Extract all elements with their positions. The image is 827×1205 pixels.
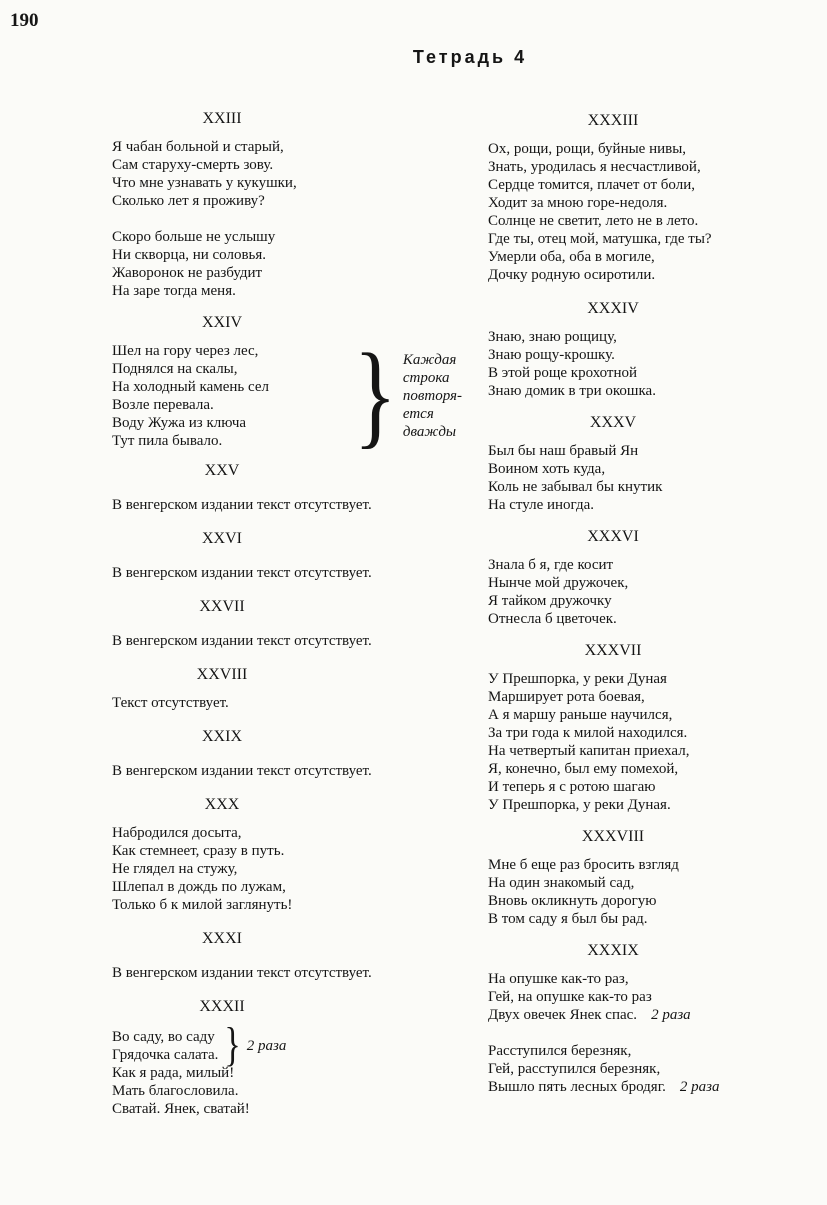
repeat-group — [112, 331, 462, 460]
section-xxix — [112, 728, 462, 780]
section-heading: XXXVII — [584, 642, 642, 659]
verse-line: За три года к милой находился. — [488, 725, 688, 741]
stanza — [488, 1042, 808, 1096]
verse-line: Скоро больше не услышу — [112, 229, 276, 245]
stanza — [488, 556, 808, 628]
section-heading: XXXVI — [587, 528, 639, 545]
verse-line: Знала б я, где косит — [488, 557, 614, 573]
verse-line: Гей, расступился березняк, — [488, 1061, 661, 1077]
verse-line: Я, конечно, был ему помехой, — [488, 761, 679, 777]
section-xxxi — [112, 930, 462, 982]
repeat-note: 2 раза — [246, 1038, 287, 1054]
stanza — [112, 824, 462, 914]
verse-line: Я чабан больной и старый, — [112, 139, 284, 155]
section-heading: XXX — [204, 796, 240, 813]
verse-line: Грядочка салата. — [112, 1047, 219, 1063]
stanza — [112, 1064, 462, 1118]
verse-line: Сколько лет я проживу? — [112, 193, 265, 209]
verse-line: Мать благословила. — [112, 1083, 239, 1099]
verse-line: Дочку родную осиротили. — [488, 267, 656, 283]
verse-line: В этой роще крохотной — [488, 365, 638, 381]
section-heading: XXIII — [202, 110, 242, 127]
verse-line: Солнце не светит, лето не в лето. — [488, 213, 699, 229]
verse-line: Что мне узнавать у кукушки, — [112, 175, 297, 191]
verse-line: Знаю, знаю рощицу, — [488, 329, 617, 345]
section-heading: XXVII — [199, 598, 245, 615]
side-note-line: дважды — [402, 424, 457, 440]
verse-text: Вышло пять лесных бродяг. — [488, 1079, 666, 1095]
verse-line: Расступился березняк, — [488, 1043, 632, 1059]
stanza — [488, 442, 808, 514]
repeat-group — [112, 1019, 462, 1072]
verse-line: У Прешпорка, у реки Дуная — [488, 671, 667, 687]
section-heading: XXVIII — [196, 666, 248, 683]
side-note-line: повторя- — [402, 388, 462, 404]
verse-line: На один знакомый сад, — [488, 875, 635, 891]
verse-line: В том саду я был бы рад. — [488, 911, 648, 927]
absence-note: Текст отсутствует. — [112, 695, 229, 711]
verse-line: Знаю рощу-крошку. — [488, 347, 615, 363]
verse-line: Коль не забывал бы кнутик — [488, 479, 663, 495]
section-heading: XXXIII — [587, 112, 639, 129]
repeat-note: 2 раза — [679, 1079, 720, 1095]
verse-line — [488, 1006, 808, 1024]
section-xxxv — [488, 414, 808, 514]
section-heading: XXXIX — [587, 942, 639, 959]
verse-line: Воином хоть куда, — [488, 461, 606, 477]
verse-line: Гей, на опушке как-то раз — [488, 989, 652, 1005]
section-xxviii — [112, 666, 462, 712]
verse-line: Ходит за мною горе-недоля. — [488, 195, 668, 211]
verse-line: Как я рада, милый! — [112, 1065, 235, 1081]
section-heading: XXIV — [202, 314, 242, 331]
verse-line: У Прешпорка, у реки Дуная. — [488, 797, 671, 813]
section-heading: XXV — [204, 462, 240, 479]
verse-line: Во саду, во саду — [112, 1029, 215, 1045]
section-xxxvii — [488, 642, 808, 814]
verse-line: Поднялся на скалы, — [112, 361, 238, 377]
absence-note: В венгерском издании текст отсутствует. — [112, 633, 372, 649]
verse-line — [488, 1078, 808, 1096]
verse-line: Мне б еще раз бросить взгляд — [488, 857, 679, 873]
section-xxiv — [112, 314, 462, 460]
verse-line: Воду Жужа из ключа — [112, 415, 247, 431]
stanza — [488, 328, 808, 400]
verse-line: Сам старуху-смерть зову. — [112, 157, 274, 173]
verse-line: Возле перевала. — [112, 397, 214, 413]
verse-line: Знать, уродилась я несчастливой, — [488, 159, 701, 175]
section-xxv — [112, 462, 462, 514]
stanza — [488, 140, 808, 284]
verse-line: И теперь я с ротою шагаю — [488, 779, 656, 795]
stanza — [488, 670, 808, 814]
stanza — [112, 228, 462, 300]
verse-line: Я тайком дружочку — [488, 593, 612, 609]
verse-line: Ох, рощи, рощи, буйные нивы, — [488, 141, 687, 157]
verse-text: Двух овечек Янек спас. — [488, 1007, 638, 1023]
side-note-line: ется — [402, 406, 434, 422]
verse-line: На холодный камень сел — [112, 379, 270, 395]
verse-line: На четвертый капитан приехал, — [488, 743, 690, 759]
stanza — [112, 342, 346, 450]
section-heading: XXVI — [202, 530, 242, 547]
verse-line: А я маршу раньше научился, — [488, 707, 673, 723]
section-heading: XXXIV — [587, 300, 639, 317]
verse-line: На стуле иногда. — [488, 497, 594, 513]
absence-note: В венгерском издании текст отсутствует. — [112, 565, 372, 581]
verse-line: На заре тогда меня. — [112, 283, 236, 299]
stanza — [488, 970, 808, 1024]
verse-line: Шел на гору через лес, — [112, 343, 259, 359]
verse-line: Сватай. Янек, сватай! — [112, 1101, 250, 1117]
verse-line: Марширует рота боевая, — [488, 689, 645, 705]
side-note-line: строка — [402, 370, 450, 386]
verse-line: Как стемнеет, сразу в путь. — [112, 843, 285, 859]
repeat-note — [403, 351, 462, 441]
verse-line: Отнесла б цветочек. — [488, 611, 617, 627]
left-column — [112, 110, 462, 1118]
verse-line: Сердце томится, плачет от боли, — [488, 177, 695, 193]
section-xxxix — [488, 942, 808, 1096]
verse-line: Был бы наш бравый Ян — [488, 443, 639, 459]
verse-line: Набродился досыта, — [112, 825, 242, 841]
verse-line: Умерли оба, оба в могиле, — [488, 249, 655, 265]
absence-note: В венгерском издании текст отсутствует. — [112, 763, 372, 779]
verse-line: Тут пила бывало. — [112, 433, 223, 449]
section-xxxvi — [488, 528, 808, 628]
verse-line: Только б к милой заглянуть! — [112, 897, 293, 913]
repeat-note: 2 раза — [651, 1007, 691, 1023]
verse-line: Вновь окликнуть дорогую — [488, 893, 657, 909]
page-title: Тетрадь 4 — [412, 47, 528, 67]
brace-icon: } — [353, 331, 397, 460]
section-xxxiv — [488, 300, 808, 400]
page-number: 190 — [10, 10, 39, 31]
verse-line: Жаворонок не разбудит — [112, 265, 263, 281]
side-note-line: Каждая — [402, 352, 457, 368]
section-heading: XXXII — [199, 998, 245, 1015]
verse-line: Не глядел на стужу, — [112, 861, 238, 877]
section-xxiii — [112, 110, 462, 300]
section-heading: XXXV — [589, 414, 637, 431]
stanza — [112, 138, 462, 210]
section-xxxii — [112, 998, 462, 1118]
stanza — [112, 1028, 218, 1064]
right-column — [488, 112, 808, 1096]
section-heading: XXIX — [202, 728, 242, 745]
verse-line: Шлепал в дождь по лужам, — [112, 879, 286, 895]
section-xxvi — [112, 530, 462, 582]
section-xxxiii — [488, 112, 808, 284]
section-xxx — [112, 796, 462, 914]
verse-line: Знаю домик в три окошка. — [488, 383, 656, 399]
section-heading: XXXVIII — [581, 828, 645, 845]
verse-line: Нынче мой дружочек, — [488, 575, 629, 591]
verse-line: На опушке как-то раз, — [488, 971, 629, 987]
section-xxvii — [112, 598, 462, 650]
absence-note: В венгерском издании текст отсутствует. — [112, 965, 372, 981]
verse-line: Где ты, отец мой, матушка, где ты? — [488, 231, 712, 247]
section-heading: XXXI — [202, 930, 242, 947]
stanza — [488, 856, 808, 928]
absence-note: В венгерском издании текст отсутствует. — [112, 497, 372, 513]
section-xxxviii — [488, 828, 808, 928]
verse-line: Ни скворца, ни соловья. — [112, 247, 267, 263]
brace-icon: } — [224, 1019, 241, 1072]
